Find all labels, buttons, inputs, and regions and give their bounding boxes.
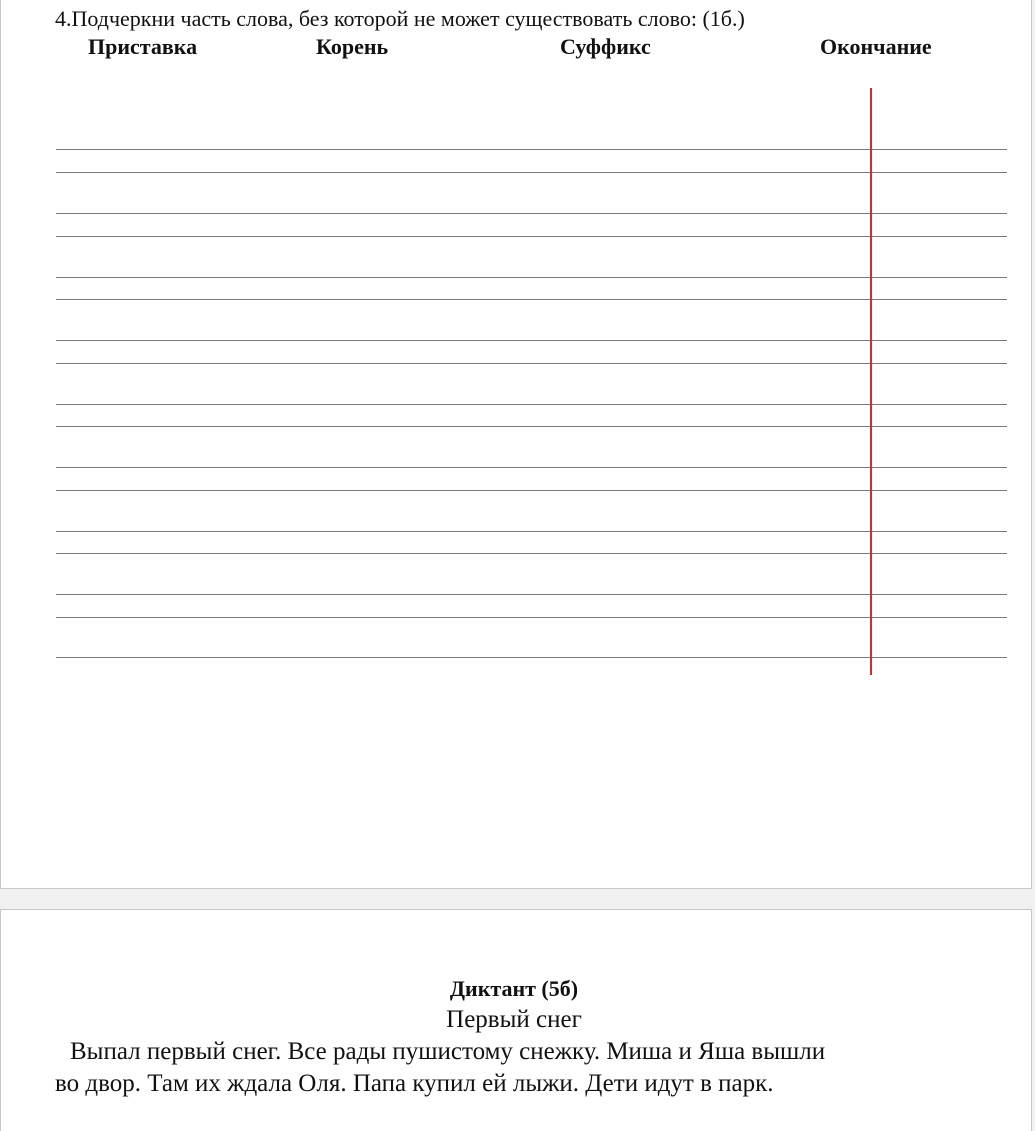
- ruled-line: [56, 340, 1007, 341]
- worksheet-page-bottom: [0, 909, 1032, 1131]
- ruled-line: [56, 617, 1007, 618]
- ruled-line: [56, 404, 1007, 405]
- ruled-line: [56, 172, 1007, 173]
- ruled-line: [56, 299, 1007, 300]
- ruled-line: [56, 531, 1007, 532]
- ruled-line: [56, 363, 1007, 364]
- ruled-line: [56, 426, 1007, 427]
- dictation-text-line: Выпал первый снег. Все рады пушистому снежку. Миша и Яша вышли: [70, 1038, 826, 1065]
- column-header-prefix: Приставка: [88, 34, 198, 59]
- dictation-text-line: во двор. Там их ждала Оля. Папа купил ей лыжи. Дети идут в парк.: [55, 1070, 774, 1097]
- ruled-line: [56, 467, 1007, 468]
- ruled-line: [56, 236, 1007, 237]
- ruled-line: [56, 657, 1007, 658]
- task-title: 4.Подчеркни часть слова, без которой не может существовать слово: (1б.): [55, 6, 745, 31]
- red-margin-line: [870, 88, 872, 675]
- ruled-line: [56, 149, 1007, 150]
- dictation-subtitle: Первый снег: [446, 1006, 582, 1033]
- ruled-line: [56, 594, 1007, 595]
- ruled-line: [56, 553, 1007, 554]
- column-header-ending: Окончание: [820, 34, 932, 59]
- ruled-line: [56, 490, 1007, 491]
- ruled-line: [56, 277, 1007, 278]
- column-header-suffix: Суффикс: [560, 34, 651, 59]
- dictation-title: Диктант (5б): [449, 976, 579, 1001]
- ruled-line: [56, 213, 1007, 214]
- column-header-root: Корень: [316, 34, 389, 59]
